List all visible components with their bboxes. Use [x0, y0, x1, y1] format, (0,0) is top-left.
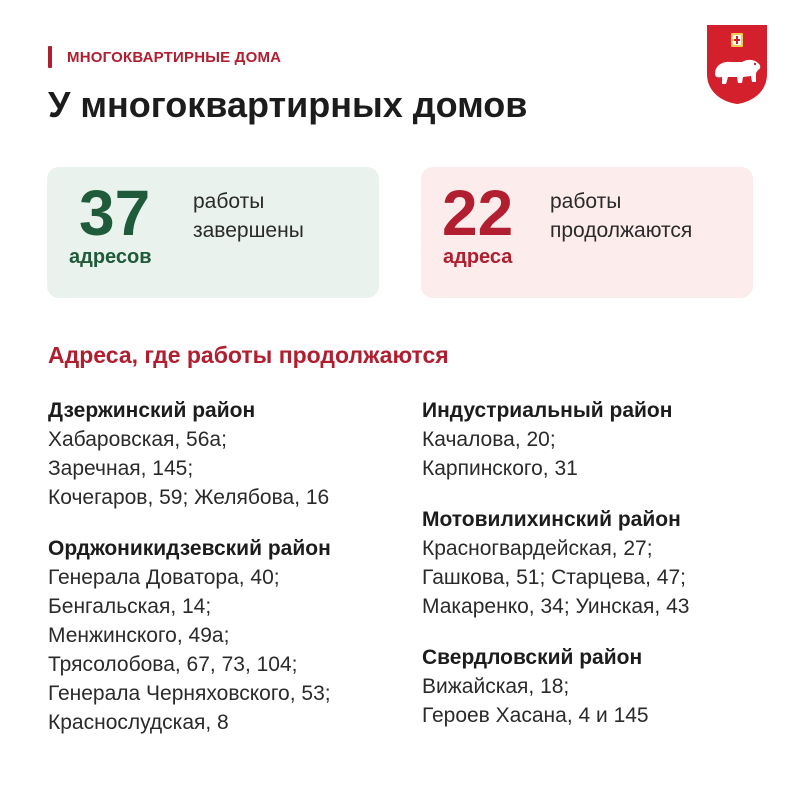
category-label: МНОГОКВАРТИРНЫЕ ДОМА: [67, 48, 282, 66]
ongoing-card: [421, 167, 753, 298]
ongoing-description-line2: продолжаются: [550, 219, 693, 243]
districts-left-column: [48, 396, 331, 759]
completed-unit: адресов: [69, 246, 152, 268]
address-line: Карпинского, 31: [422, 457, 578, 480]
district-name: Дзержинский район: [48, 399, 256, 422]
completed-description-line2: завершены: [193, 219, 304, 243]
address-line: Героев Хасана, 4 и 145: [422, 704, 649, 727]
address-line: Генерала Черняховского, 53;: [48, 682, 331, 705]
district-name: Орджоникидзевский район: [48, 537, 331, 560]
category-tag: [48, 46, 281, 68]
completed-count: 37: [79, 177, 151, 249]
completed-card: [47, 167, 379, 298]
category-marker: [48, 46, 52, 68]
perm-coat-of-arms-icon: [704, 22, 770, 106]
district-name: Мотовилихинский район: [422, 508, 681, 531]
ongoing-description: [550, 187, 692, 246]
district-motovilikhinsky: [422, 505, 689, 621]
ongoing-description-line1: работы: [550, 190, 622, 213]
address-line: Краснослудская, 8: [48, 711, 229, 734]
completed-description: [193, 187, 304, 246]
address-line: Трясолобова, 67, 73, 104;: [48, 653, 298, 676]
address-line: Гашкова, 51; Старцева, 47;: [422, 566, 686, 589]
ongoing-unit: адреса: [443, 246, 513, 268]
district-name: Индустриальный район: [422, 399, 673, 422]
address-line: Генерала Доватора, 40;: [48, 566, 280, 589]
ongoing-count: 22: [442, 177, 514, 249]
districts-right-column: [422, 396, 689, 752]
address-line: Качалова, 20;: [422, 428, 556, 451]
address-line: Красногвардейская, 27;: [422, 537, 653, 560]
district-name: Свердловский район: [422, 646, 643, 669]
district-dzerzhinsky: [48, 396, 331, 512]
district-sverdlovsky: [422, 643, 689, 730]
address-line: Кочегаров, 59; Желябова, 16: [48, 486, 330, 509]
address-line: Хабаровская, 56а;: [48, 428, 227, 451]
address-line: Бенгальская, 14;: [48, 595, 212, 618]
address-line: Вижайская, 18;: [422, 675, 570, 698]
section-title: Адреса, где работы продолжаются: [48, 342, 449, 368]
completed-description-line1: работы: [193, 190, 265, 213]
district-ordzhonikidzevsky: [48, 534, 331, 737]
address-line: Макаренко, 34; Уинская, 43: [422, 595, 690, 618]
address-line: Заречная, 145;: [48, 457, 194, 480]
page-title: У многоквартирных домов: [48, 84, 528, 125]
address-line: Менжинского, 49а;: [48, 624, 230, 647]
district-industrialny: [422, 396, 689, 483]
